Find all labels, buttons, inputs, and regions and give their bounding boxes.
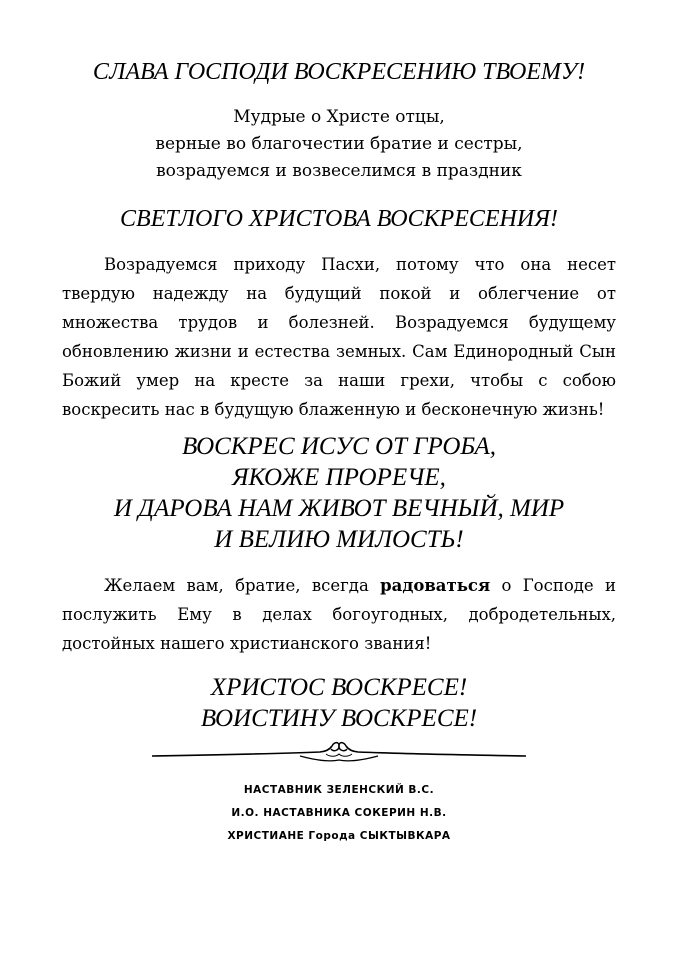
closing-line-2: ВОИСТИНУ ВОСКРЕСЕ! <box>200 705 478 732</box>
paragraph-wishes <box>62 571 616 658</box>
paragraph-paschal-joy: Возрадуемся приходу Пасхи, потому что она несет твердую надежду на будущий покой и облегчение от множества трудов и болезней. Возрадуемся будущему обновлению жизни и естества земных. Сам Единородный Сын Божий умер на кресте за наши грехи, чтобы с собою воскресить нас в будущую блаженную и бесконечную жизнь! <box>62 255 616 419</box>
hymn-line-1: ВОСКРЕС ИСУС ОТ ГРОБА, <box>181 433 497 460</box>
signature-line-2: И.О. НАСТАВНИКА СОКЕРИН Н.В. <box>231 807 447 819</box>
signature-line-1: НАСТАВНИК ЗЕЛЕНСКИЙ В.С. <box>243 784 435 796</box>
paragraph-wishes-emphasis: радоваться <box>380 576 491 595</box>
hymn-line-2: ЯКОЖЕ ПРОРЕЧЕ, <box>232 464 446 491</box>
hymn-line-4: И ВЕЛИЮ МИЛОСТЬ! <box>214 526 464 553</box>
paragraph-wishes-after: о Господе и послужить Ему в делах богоугодных, добродетельных, достойных нашего христианского звания! <box>62 576 616 653</box>
page-title: СЛАВА ГОСПОДИ ВОСКРЕСЕНИЮ ТВОЕМУ! <box>92 59 586 85</box>
closing-line-1: ХРИСТОС ВОСКРЕСЕ! <box>210 674 468 701</box>
hymn-line-3: И ДАРОВА НАМ ЖИВОТ ВЕЧНЫЙ, МИР <box>113 495 565 522</box>
paragraph-wishes-before: Желаем вам, братие, всегда <box>104 576 381 595</box>
greeting-line-2: верные во благочестии братие и сестры, <box>155 134 523 154</box>
flourish-divider-icon <box>150 738 528 768</box>
signature-line-3: ХРИСТИАНЕ Города СЫКТЫВКАРА <box>227 830 451 842</box>
feast-title: СВЕТЛОГО ХРИСТОВА ВОСКРЕСЕНИЯ! <box>120 206 558 232</box>
greeting-line-3: возрадуемся и возвеселимся в праздник <box>156 161 522 181</box>
greeting-line-1: Мудрые о Христе отцы, <box>233 107 445 127</box>
